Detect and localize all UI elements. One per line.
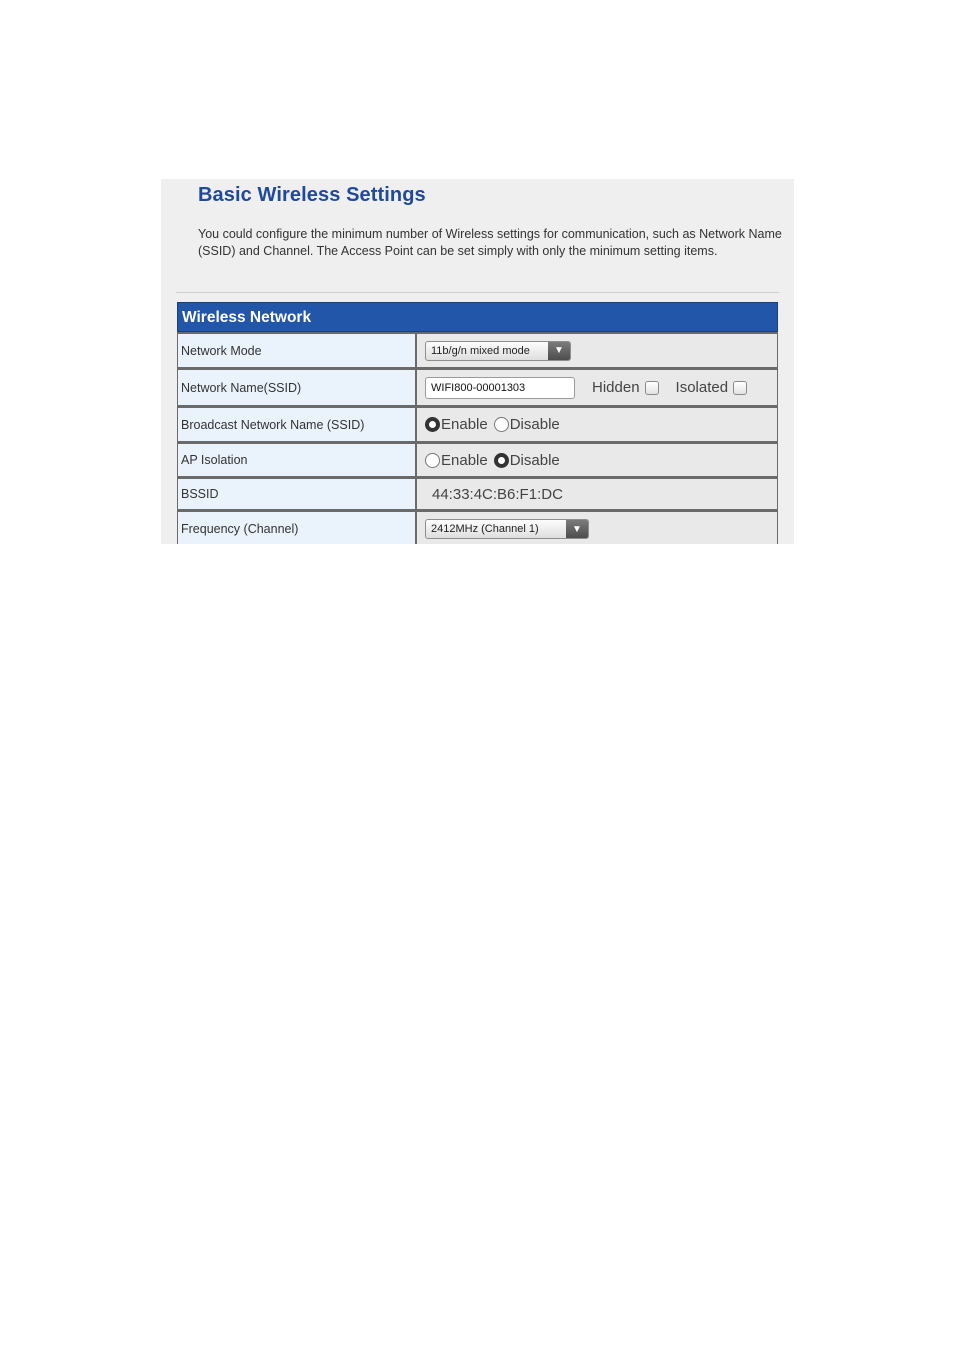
ap-isolation-disable-label: Disable xyxy=(509,451,560,469)
ssid-label: Network Name(SSID) xyxy=(178,370,417,405)
bssid-cell xyxy=(417,479,777,509)
network-mode-label: Network Mode xyxy=(178,334,417,367)
row-network-mode xyxy=(177,332,778,368)
ap-isolation-enable-label: Enable xyxy=(441,451,488,469)
row-broadcast-ssid xyxy=(177,406,778,442)
isolated-label: Isolated xyxy=(675,379,729,396)
screenshot-frame xyxy=(161,179,794,544)
broadcast-ssid-cell xyxy=(417,408,777,441)
frequency-cell xyxy=(417,512,777,544)
frequency-select[interactable] xyxy=(425,519,589,539)
page-title: Basic Wireless Settings xyxy=(198,184,426,206)
bssid-value: 44:33:4C:B6:F1:DC xyxy=(432,485,563,503)
broadcast-disable-label: Disable xyxy=(509,416,560,433)
network-mode-value: 11b/g/n mixed mode xyxy=(431,344,530,357)
row-bssid xyxy=(177,477,778,510)
isolated-checkbox[interactable] xyxy=(733,381,747,395)
page-description: You could configure the minimum number of Wireless settings for communication, such as Network Name (SSID) and Channel. The Access Point can be set simply with only the minimum setting items. xyxy=(198,227,782,258)
bssid-label: BSSID xyxy=(178,479,417,509)
ssid-cell xyxy=(417,370,777,405)
ap-isolation-disable-radio[interactable] xyxy=(494,453,509,468)
wireless-network-panel xyxy=(177,302,778,544)
broadcast-ssid-label: Broadcast Network Name (SSID) xyxy=(178,408,417,441)
chevron-down-icon: ▼ xyxy=(548,342,570,360)
row-frequency xyxy=(177,510,778,544)
ap-isolation-cell xyxy=(417,444,777,476)
hidden-checkbox[interactable] xyxy=(645,381,659,395)
network-mode-cell xyxy=(417,334,777,367)
broadcast-disable-radio[interactable] xyxy=(494,417,509,432)
broadcast-enable-radio[interactable] xyxy=(425,417,440,432)
chevron-down-icon: ▼ xyxy=(566,520,588,538)
network-mode-select[interactable] xyxy=(425,341,571,361)
broadcast-enable-label: Enable xyxy=(441,416,488,433)
divider xyxy=(176,292,779,293)
ap-isolation-label: AP Isolation xyxy=(178,444,417,476)
row-ap-isolation xyxy=(177,442,778,477)
ap-isolation-enable-radio[interactable] xyxy=(425,453,440,468)
frequency-label: Frequency (Channel) xyxy=(178,512,417,544)
frequency-value: 2412MHz (Channel 1) xyxy=(431,523,539,535)
hidden-label: Hidden xyxy=(592,379,640,396)
row-ssid xyxy=(177,368,778,406)
panel-header: Wireless Network xyxy=(177,302,778,332)
ssid-input[interactable] xyxy=(425,377,575,399)
